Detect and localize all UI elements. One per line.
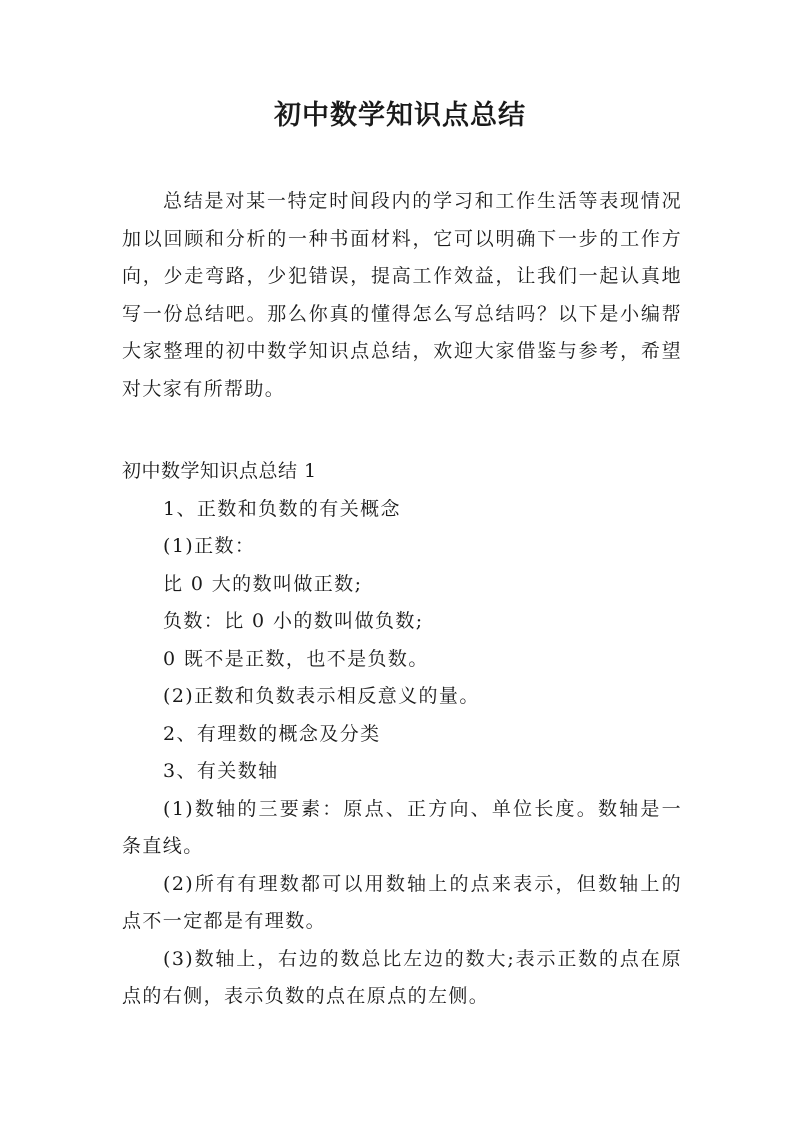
paragraph-positive-negative-concepts: 1、正数和负数的有关概念 bbox=[163, 497, 401, 520]
paragraph-number-line-heading: 3、有关数轴 bbox=[163, 760, 279, 782]
section-heading: 初中数学知识点总结 1 bbox=[122, 460, 317, 482]
intro-paragraph: 总结是对某一特定时间段内的学习和工作生活等表现情况加以回顾和分析的一种书面材料，它可以明确下一步的工作方向，少走弯路，少犯错误，提高工作效益，让我们一起认真地写一份总结吧。那么你真的懂得怎么写总结吗？以下是小编帮大家整理的初中数学知识点总结，欢迎大家借鉴与参考，希望对大家有所帮助。 bbox=[122, 190, 682, 400]
paragraph-number-line-elements: (1)数轴的三要素：原点、正方向、单位长度。数轴是一条直线。 bbox=[122, 797, 682, 857]
section-1 bbox=[122, 453, 682, 1016]
paragraph-positive-definition: 比 0 大的数叫做正数; bbox=[163, 572, 363, 595]
paragraph-zero-note: 0 既不是正数，也不是负数。 bbox=[163, 647, 429, 670]
paragraph-opposite-meaning: (2)正数和负数表示相反意义的量。 bbox=[163, 685, 480, 707]
paragraph-rational-classification: 2、有理数的概念及分类 bbox=[163, 722, 381, 745]
paragraph-positive-number-label: (1)正数： bbox=[163, 535, 256, 557]
document-title: 初中数学知识点总结 bbox=[274, 100, 526, 131]
paragraph-number-line-points: (2)所有有理数都可以用数轴上的点来表示，但数轴上的点不一定都是有理数。 bbox=[122, 872, 682, 932]
paragraph-number-line-order: (3)数轴上，右边的数总比左边的数大;表示正数的点在原点的右侧，表示负数的点在原点的左侧。 bbox=[122, 947, 682, 1007]
paragraph-negative-definition: 负数：比 0 小的数叫做负数; bbox=[163, 610, 424, 632]
